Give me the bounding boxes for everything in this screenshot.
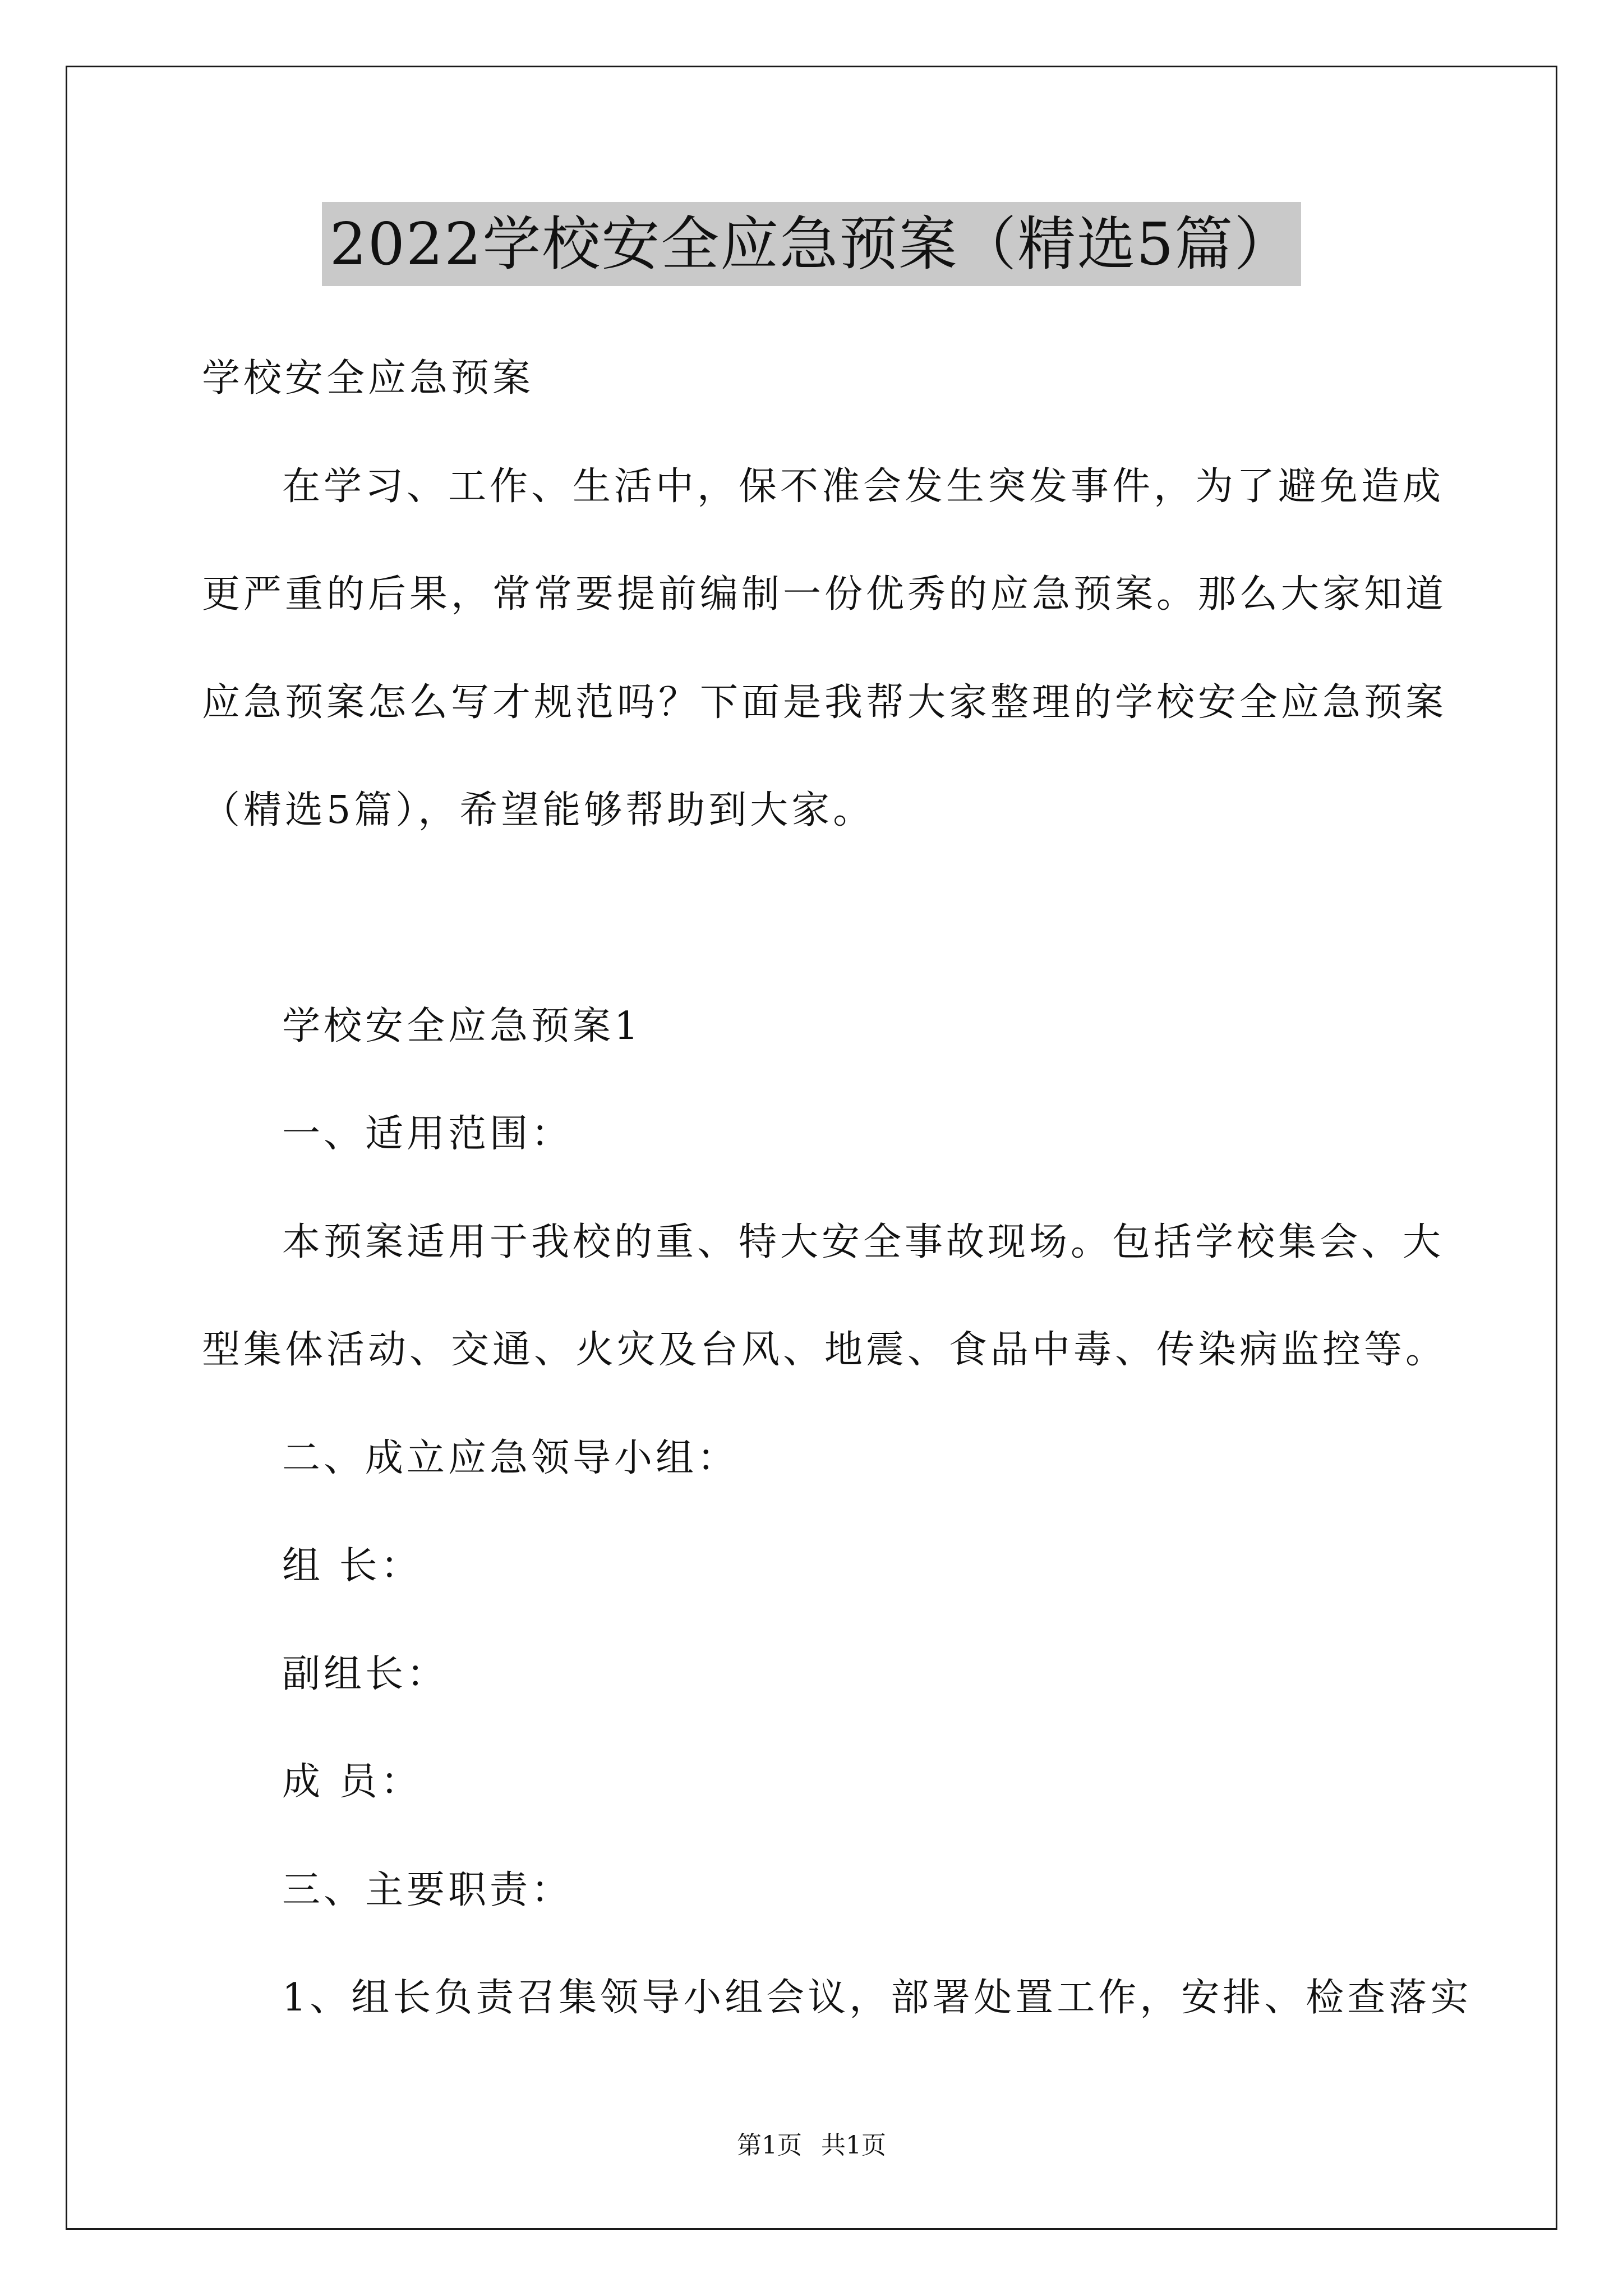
intro-line-3: 应急预案怎么写才规范吗？下面是我帮大家整理的学校安全应急预案 [202,680,1447,725]
deputy-label: 副组长： [282,1652,449,1696]
scope-line-2: 型集体活动、交通、火灾及台风、地震、食品中毒、传染病监控等。 [202,1328,1447,1372]
page-number-current: 第1页 [737,2131,802,2160]
group-heading: 二、成立应急领导小组： [282,1436,739,1480]
intro-line-2: 更严重的后果，常常要提前编制一份优秀的应急预案。那么大家知道 [202,572,1447,616]
title-container [0,202,1623,286]
scope-line-1: 本预案适用于我校的重、特大安全事故现场。包括学校集会、大 [282,1220,1445,1264]
document-subtitle: 学校安全应急预案 [202,356,534,401]
section-1-heading: 学校安全应急预案1 [282,1004,642,1048]
intro-line-1: 在学习、工作、生活中，保不准会发生突发事件，为了避免造成 [282,464,1445,509]
document-title: 2022学校安全应急预案（精选5篇） [322,202,1302,286]
duty-item-1: 1、组长负责召集领导小组会议，部署处置工作，安排、检查落实 [282,1976,1472,2020]
page-number-total: 共1页 [821,2131,886,2160]
members-label: 成 员： [282,1760,422,1804]
page-footer [0,2129,1623,2162]
scope-heading: 一、适用范围： [282,1112,573,1156]
duties-heading: 三、主要职责： [282,1868,573,1912]
leader-label: 组 长： [282,1544,422,1588]
intro-line-4: （精选5篇），希望能够帮助到大家。 [202,788,875,832]
